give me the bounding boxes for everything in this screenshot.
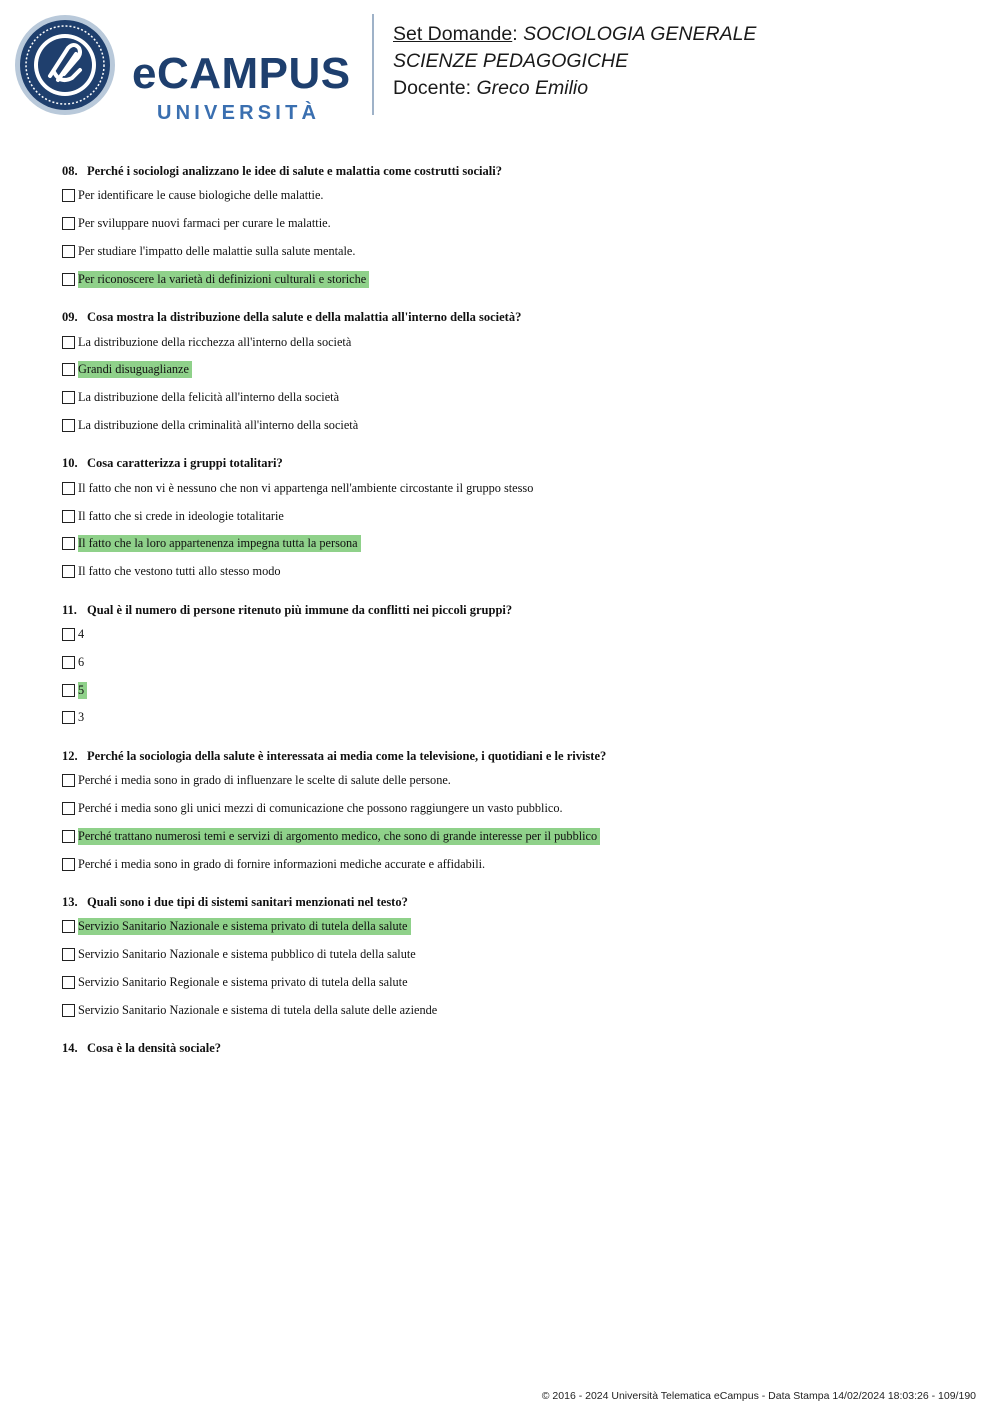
question-list [62,160,962,1072]
answer-option-correct[interactable] [62,530,962,558]
answer-text: Perché i media sono in grado di fornire informazioni mediche accurate e affidabili. [78,856,486,871]
answer-checkbox[interactable] [62,830,75,843]
question-text: Quali sono i due tipi di sistemi sanitari menzionati nel testo? [87,894,408,909]
answer-checkbox[interactable] [62,656,75,669]
teacher-name: Greco Emilio [476,77,589,99]
answer-option[interactable] [62,558,962,586]
brand-name: eCAMPUS [132,49,351,98]
answer-option[interactable] [62,795,962,823]
answer-checkbox[interactable] [62,537,75,550]
brand-subtitle: UNIVERSITÀ [157,102,321,124]
question-text: Perché i sociologi analizzano le idee di salute e malattia come costrutti sociali? [87,164,502,178]
answer-checkbox[interactable] [62,510,75,523]
answer-option[interactable] [62,328,962,356]
answer-text: 3 [78,710,85,725]
question-number: 09. [62,310,78,325]
answer-option[interactable] [62,704,962,732]
answer-checkbox[interactable] [62,711,75,724]
question-text: Perché la sociologia della salute è interessata ai media come la televisione, i quotidiani e le riviste? [87,748,607,763]
ecampus-seal-icon [14,14,116,116]
answer-option[interactable] [62,996,962,1024]
answer-option[interactable] [62,384,962,412]
answer-text: Il fatto che la loro appartenenza impegna tutta la persona [78,535,361,552]
answer-checkbox[interactable] [62,1004,75,1017]
answer-checkbox[interactable] [62,482,75,495]
question-title [62,891,962,913]
answer-text: 6 [78,654,85,669]
answer-checkbox[interactable] [62,391,75,404]
answer-option-correct[interactable] [62,265,962,293]
answer-text: Perché i media sono gli unici mezzi di comunicazione che possono raggiungere un vasto pubblico. [78,800,563,815]
answer-option[interactable] [62,621,962,649]
question-number: 11. [62,602,77,617]
answer-checkbox[interactable] [62,774,75,787]
question-number: 10. [62,456,78,471]
question-10 [62,452,962,585]
answer-option-correct[interactable] [62,913,962,941]
answer-checkbox[interactable] [62,858,75,871]
answer-text: Per identificare le cause biologiche delle malattie. [78,188,324,203]
question-title [62,599,962,621]
brand-wordmark [132,49,351,125]
question-title [62,160,962,182]
question-13 [62,891,962,1024]
header-info [393,21,756,102]
answer-option[interactable] [62,412,962,440]
answer-option[interactable] [62,238,962,266]
course-line: Set Domande: SOCIOLOGIA GENERALE [393,23,757,45]
program-title: SCIENZE PEDAGOGICHE [393,50,629,72]
answer-text: Grandi disuguaglianze [78,361,192,378]
answer-checkbox[interactable] [62,245,75,258]
answer-option-correct[interactable] [62,822,962,850]
answer-checkbox[interactable] [62,920,75,933]
question-text: Cosa è la densità sociale? [87,1041,222,1056]
answer-text: Perché i media sono in grado di influenzare le scelte di salute delle persone. [78,773,451,788]
teacher-label: Docente [393,77,466,99]
answer-option[interactable] [62,182,962,210]
answer-text: Per riconoscere la varietà di definizioni culturali e storiche [78,271,369,288]
question-number: 12. [62,748,78,763]
answer-option[interactable] [62,648,962,676]
question-title [62,452,962,474]
question-title [62,306,962,328]
program-line [393,48,756,75]
question-number: 13. [62,894,78,909]
question-text: Cosa caratterizza i gruppi totalitari? [87,456,283,471]
question-text: Cosa mostra la distribuzione della salute e della malattia all'interno della società? [87,310,522,325]
question-12 [62,745,962,878]
set-label: Set Domande [393,23,513,45]
question-14 [62,1037,962,1059]
answer-option[interactable] [62,767,962,795]
answer-text: Servizio Sanitario Nazionale e sistema privato di tutela della salute [78,918,411,935]
question-09 [62,306,962,439]
answer-text: Servizio Sanitario Nazionale e sistema pubblico di tutela della salute [78,947,416,962]
answer-text: Il fatto che si crede in ideologie totalitarie [78,508,284,523]
question-11 [62,599,962,732]
answer-option-correct[interactable] [62,356,962,384]
answer-option[interactable] [62,210,962,238]
answer-text: Il fatto che vestono tutti allo stesso modo [78,564,281,579]
answer-checkbox[interactable] [62,976,75,989]
answer-option[interactable] [62,502,962,530]
question-08 [62,160,962,293]
teacher-line: Docente: Greco Emilio [393,77,589,99]
question-number: 08. [62,164,78,178]
answer-text: La distribuzione della ricchezza all'interno della società [78,334,352,349]
header-divider [372,14,374,115]
question-title [62,1037,962,1059]
answer-checkbox[interactable] [62,628,75,641]
answer-text: 5 [78,682,87,699]
answer-text: Per sviluppare nuovi farmaci per curare le malattie. [78,216,331,231]
answer-checkbox[interactable] [62,565,75,578]
answer-option[interactable] [62,969,962,997]
answer-option-correct[interactable] [62,676,962,704]
answer-text: Perché trattano numerosi temi e servizi di argomento medico, che sono di grande interesse per il pubblico [78,828,600,845]
answer-text: Per studiare l'impatto delle malattie sulla salute mentale. [78,243,356,258]
answer-text: La distribuzione della criminalità all'interno della società [78,417,359,432]
answer-checkbox[interactable] [62,948,75,961]
answer-text: La distribuzione della felicità all'interno della società [78,390,340,405]
university-logo [14,14,359,124]
page-footer: © 2016 - 2024 Università Telematica eCampus - Data Stampa 14/02/2024 18:03:26 - 109/190 [541,1390,976,1402]
answer-text: Il fatto che non vi è nessuno che non vi appartenga nell'ambiente circostante il gruppo stesso [78,480,534,495]
answer-option[interactable] [62,941,962,969]
answer-checkbox[interactable] [62,217,75,230]
answer-text: Servizio Sanitario Regionale e sistema privato di tutela della salute [78,974,408,989]
answer-checkbox[interactable] [62,189,75,202]
question-text: Qual è il numero di persone ritenuto più immune da conflitti nei piccoli gruppi? [87,602,513,617]
answer-checkbox[interactable] [62,336,75,349]
answer-text: Servizio Sanitario Nazionale e sistema di tutela della salute delle aziende [78,1002,438,1017]
course-title: SOCIOLOGIA GENERALE [523,23,757,45]
answer-checkbox[interactable] [62,419,75,432]
answer-text: 4 [78,626,85,641]
answer-option[interactable] [62,850,962,878]
answer-checkbox[interactable] [62,684,75,697]
answer-checkbox[interactable] [62,802,75,815]
answer-checkbox[interactable] [62,273,75,286]
answer-checkbox[interactable] [62,363,75,376]
question-title [62,745,962,767]
answer-option[interactable] [62,474,962,502]
question-number: 14. [62,1041,78,1056]
